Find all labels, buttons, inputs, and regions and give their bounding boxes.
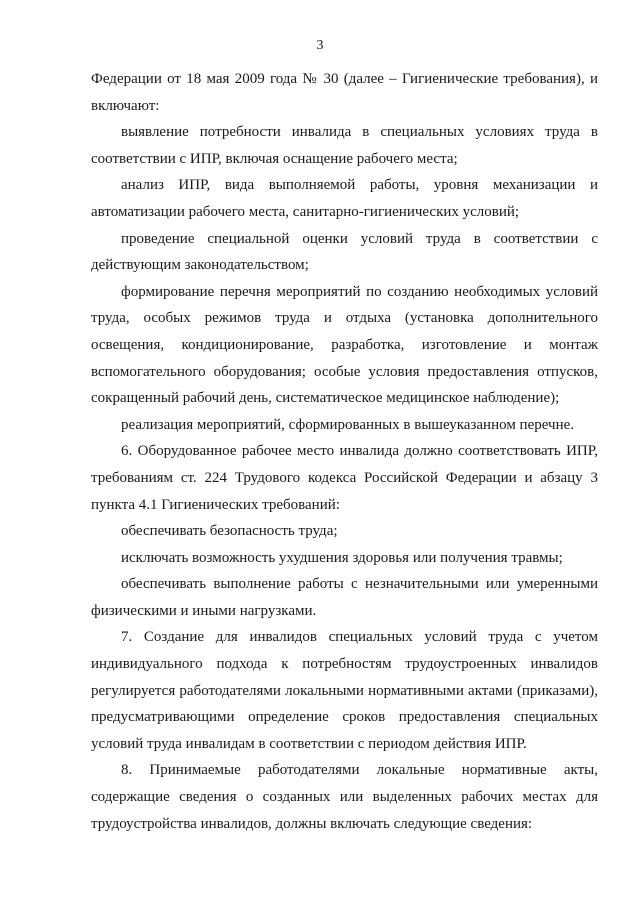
- paragraph: 7. Создание для инвалидов специальных условий труда с учетом индивидуального подхода к потребностям трудоустроенных инвалидов регулируется работодателями локальными нормативными актами (приказами), предусматривающими определение сроков предоставления специальных условий труда инвалидам в соответствии с периодом действия ИПР.: [91, 629, 598, 752]
- paragraph: проведение специальной оценки условий труда в соответствии с действующим законодательством;: [91, 230, 598, 274]
- paragraph: исключать возможность ухудшения здоровья или получения травмы;: [121, 549, 563, 566]
- paragraph: Федерации от 18 мая 2009 года № 30 (далее – Гигиенические требования), и включают:: [91, 71, 598, 114]
- page-body: [91, 66, 598, 837]
- paragraph: анализ ИПР, вида выполняемой работы, уровня механизации и автоматизации рабочего места, санитарно-гигиенических условий;: [91, 177, 598, 220]
- paragraph: обеспечивать безопасность труда;: [121, 523, 338, 540]
- paragraph: 6. Оборудованное рабочее место инвалида должно соответствовать ИПР, требованиям ст. 224 Трудового кодекса Российской Федерации и абзацу 3 пункта 4.1 Гигиенических требований:: [91, 443, 598, 513]
- paragraph: формирование перечня мероприятий по созданию необходимых условий труда, особых режимов труда и отдыха (установка дополнительного освещения, кондиционирование, разработка, изготовление и монтаж вспомогательного оборудования; особые условия предоставления отпусков, сокращенный рабочий день, систематическое медицинское наблюдение);: [91, 283, 598, 407]
- paragraph: 8. Принимаемые работодателями локальные нормативные акты, содержащие сведения о созданных или выделенных рабочих местах для трудоустройства инвалидов, должны включать следующие сведения:: [91, 762, 598, 832]
- page-number: 3: [316, 38, 324, 53]
- paragraph: реализация мероприятий, сформированных в вышеуказанном перечне.: [121, 416, 575, 433]
- paragraph: обеспечивать выполнение работы с незначительными или умеренными физическими и иными нагрузками.: [91, 576, 598, 619]
- paragraph: выявление потребности инвалида в специальных условиях труда в соответствии с ИПР, включая оснащение рабочего места;: [91, 124, 598, 167]
